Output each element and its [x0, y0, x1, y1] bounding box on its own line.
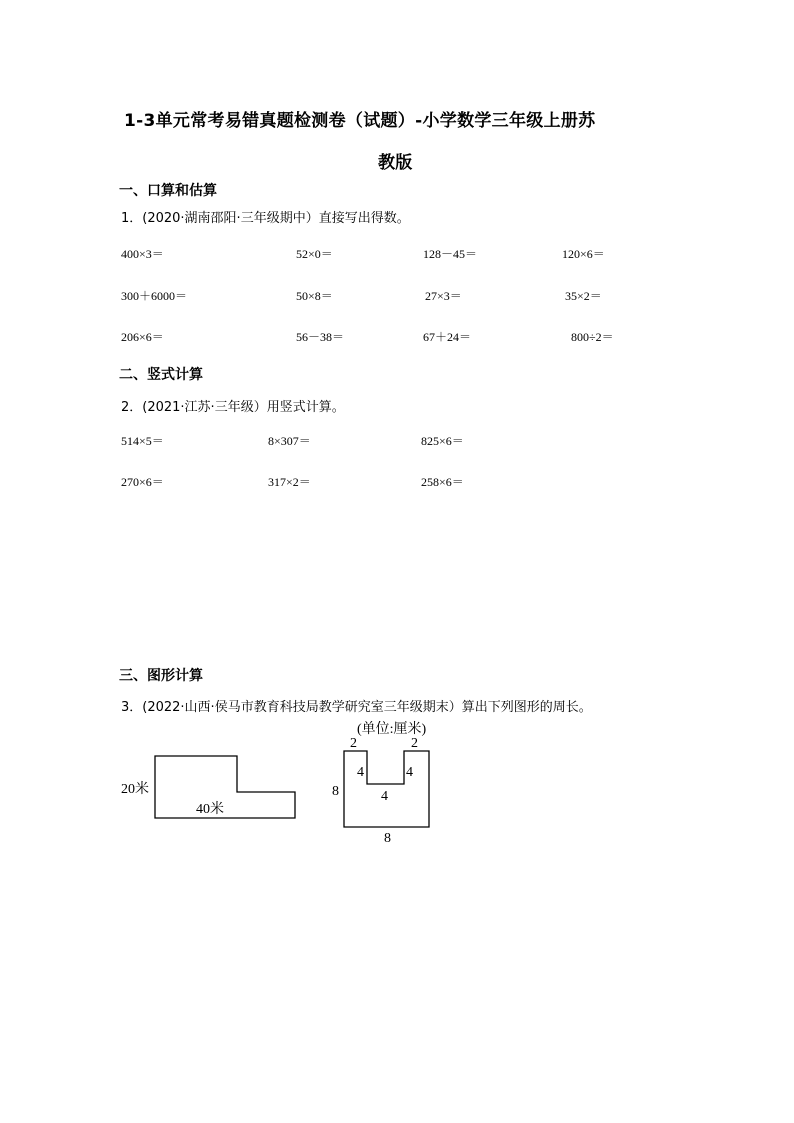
- exercise-item: 67＋24＝: [423, 330, 472, 344]
- exercise-item: 300＋6000＝: [121, 289, 188, 303]
- exercise-item: 258×6＝: [421, 475, 464, 489]
- l-shape-figure: [110, 745, 310, 830]
- exercise-item: 120×6＝: [562, 247, 605, 261]
- bottom-length-label: 8: [384, 831, 391, 846]
- l-shape-outline: [155, 756, 295, 818]
- notch-bottom-length-label: 4: [381, 789, 388, 804]
- u-shape-figure: [325, 715, 455, 850]
- exercise-item: 400×3＝: [121, 247, 164, 261]
- question-1-text: 1．(2020·湖南邵阳·三年级期中）直接写出得数。: [121, 211, 410, 226]
- section-heading-shapes: 三、图形计算: [119, 668, 203, 684]
- exercise-item: 128－45＝: [423, 247, 478, 261]
- notch-right-length-label: 4: [406, 765, 413, 780]
- exercise-item: 8×307＝: [268, 434, 311, 448]
- question-3-text: 3．(2022·山西·侯马市教育科技局教学研究室三年级期末）算出下列图形的周长。: [121, 700, 592, 715]
- page-title-line1: 1-3单元常考易错真题检测卷（试题）-小学数学三年级上册苏: [124, 111, 596, 131]
- exercise-item: 52×0＝: [296, 247, 333, 261]
- exercise-item: 35×2＝: [565, 289, 602, 303]
- l-shape-width-label: 40米: [196, 802, 224, 817]
- exercise-item: 27×3＝: [425, 289, 462, 303]
- question-2-text: 2．(2021·江苏·三年级）用竖式计算。: [121, 400, 345, 415]
- section-heading-vertical: 二、竖式计算: [119, 367, 203, 383]
- l-shape-height-label: 20米: [121, 782, 149, 797]
- unit-label: (单位:厘米): [357, 722, 427, 737]
- top-right-length-label: 2: [411, 736, 418, 751]
- left-length-label: 8: [332, 784, 339, 799]
- section-heading-oral: 一、口算和估算: [119, 183, 217, 199]
- exercise-item: 270×6＝: [121, 475, 164, 489]
- exercise-item: 50×8＝: [296, 289, 333, 303]
- exercise-item: 825×6＝: [421, 434, 464, 448]
- exercise-item: 514×5＝: [121, 434, 164, 448]
- top-left-length-label: 2: [350, 736, 357, 751]
- exercise-item: 317×2＝: [268, 475, 311, 489]
- notch-left-length-label: 4: [357, 765, 364, 780]
- exercise-item: 56－38＝: [296, 330, 345, 344]
- page-title-line2: 教版: [378, 153, 413, 173]
- exercise-item: 800÷2＝: [571, 330, 614, 344]
- exercise-item: 206×6＝: [121, 330, 164, 344]
